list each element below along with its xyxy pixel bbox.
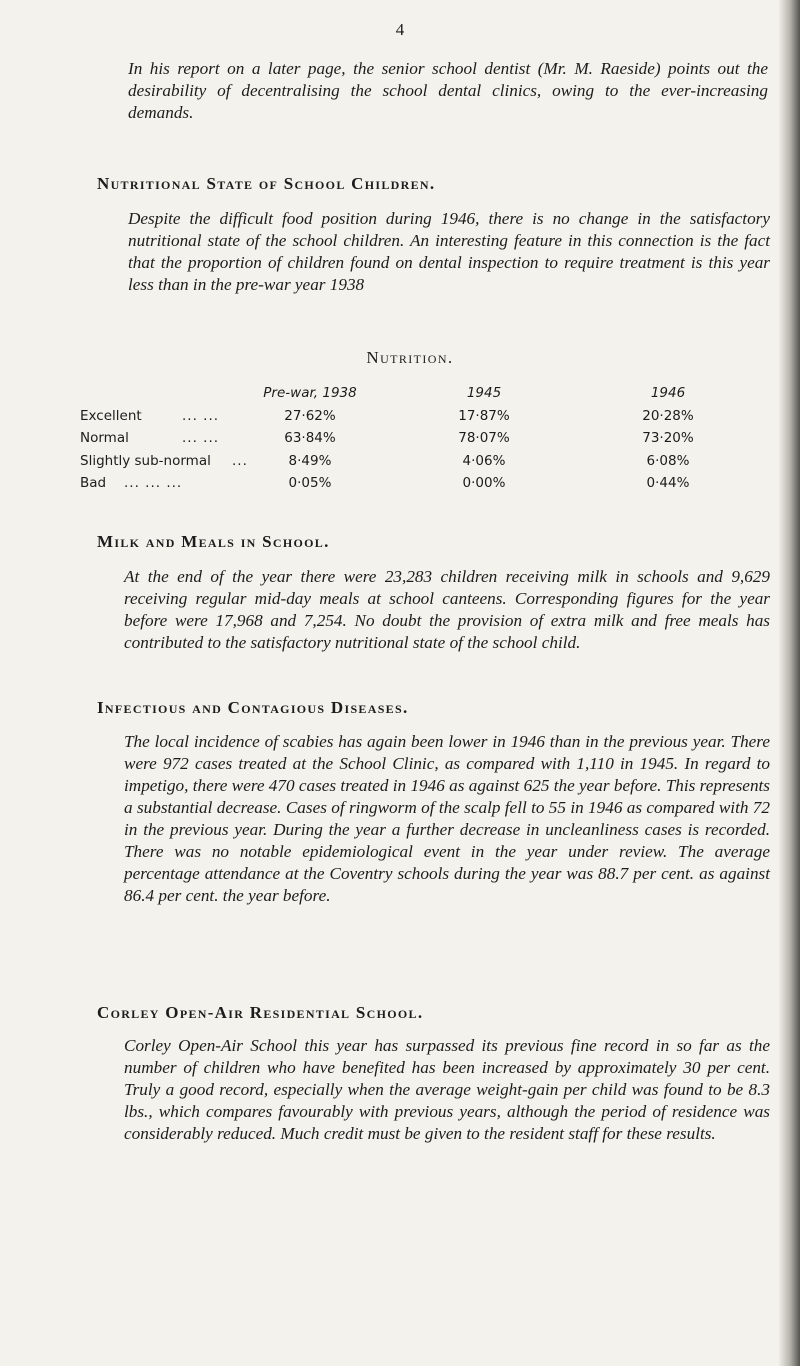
table-cell: 17·87% [458, 407, 510, 424]
table-cell: 6·08% [646, 452, 690, 469]
table-cell: 73·20% [642, 430, 694, 446]
leader-dots: ... [232, 452, 248, 469]
column-header: 1945 [466, 385, 502, 401]
table-cell: 78·07% [458, 430, 510, 446]
table-cell: 0·05% [288, 475, 332, 491]
table-cell: 4·06% [462, 452, 506, 469]
table-row [80, 408, 780, 431]
table-row [80, 475, 780, 498]
column-header: Pre-war, 1938 [263, 385, 357, 401]
corley-school-heading: Corley Open-Air Residential School. [97, 1003, 424, 1022]
leader-dots: ... ... ... [124, 475, 183, 491]
table-row [80, 430, 780, 453]
table-cell: 27·62% [284, 407, 336, 424]
table-cell: 20·28% [642, 407, 694, 424]
infectious-diseases-paragraph: The local incidence of scabies has again been lower in 1946 than in the previous year. There were 972 cases treated at the School Clinic, as compared with 1,110 in 1945. In regard to impetigo, there were 470 cases treated in 1946 as against 625 the year before. This represents a substantial decrease. Cases of ringworm of the scalp fell to 55 in 1946 as compared with 72 in the previous year. During the year a further decrease in uncleanliness cases is recorded. There was no notable epidemiological event in the year under review. The average percentage attendance at the Coventry schools during the year was 88.7 per cent. as against 86.4 per cent. the year before. [124, 732, 770, 905]
leader-dots: ... ... [182, 430, 220, 446]
nutrition-table [80, 385, 780, 498]
table-cell: 0·44% [646, 475, 690, 491]
page-number: 4 [395, 20, 405, 39]
row-label: Excellent [80, 407, 142, 424]
nutritional-state-heading: Nutritional State of School Children. [97, 174, 436, 193]
row-label: Normal [80, 430, 129, 446]
milk-and-meals-paragraph: At the end of the year there were 23,283 children receiving milk in schools and 9,629 receiving regular mid-day meals at school canteens. Corresponding figures for the year before were 17,968 and 7,254. No doubt the provision of extra milk and free meals has contributed to the satisfactory nutritional state of the school child. [124, 567, 770, 652]
corley-school-paragraph: Corley Open-Air School this year has surpassed its previous fine record in so far as the number of children who have benefited has been increased by approximately 30 per cent. Truly a good record, especially when the average weight-gain per child was found to be 8.3 lbs., which compares favourably with previous years, although the period of residence was considerably reduced. Much credit must be given to the resident staff for these results. [124, 1036, 770, 1143]
table-cell: 8·49% [288, 452, 332, 469]
table-cell: 63·84% [284, 430, 336, 446]
table-cell: 0·00% [462, 475, 506, 491]
leader-dots: ... ... [182, 407, 220, 424]
column-header: 1946 [650, 385, 686, 401]
milk-and-meals-heading: Milk and Meals in School. [97, 532, 330, 551]
row-label: Bad [80, 475, 107, 491]
nutritional-state-paragraph: Despite the difficult food position during 1946, there is no change in the satisfactory nutritional state of the school children. An interesting feature in this connection is the fact that the proportion of children found on dental inspection to require treatment is this year less than in the pre-war year 1938 [128, 209, 770, 294]
table-header-row [80, 385, 780, 408]
page-edge-shadow [778, 0, 800, 1366]
table-row [80, 453, 780, 476]
infectious-diseases-heading: Infectious and Contagious Diseases. [97, 698, 409, 717]
row-label: Slightly sub-normal [80, 452, 211, 469]
nutrition-table-title: Nutrition. [366, 348, 454, 367]
intro-paragraph: In his report on a later page, the senior school dentist (Mr. M. Raeside) points out the desirability of decentralising the school dental clinics, owing to the ever-increasing demands. [128, 59, 768, 122]
